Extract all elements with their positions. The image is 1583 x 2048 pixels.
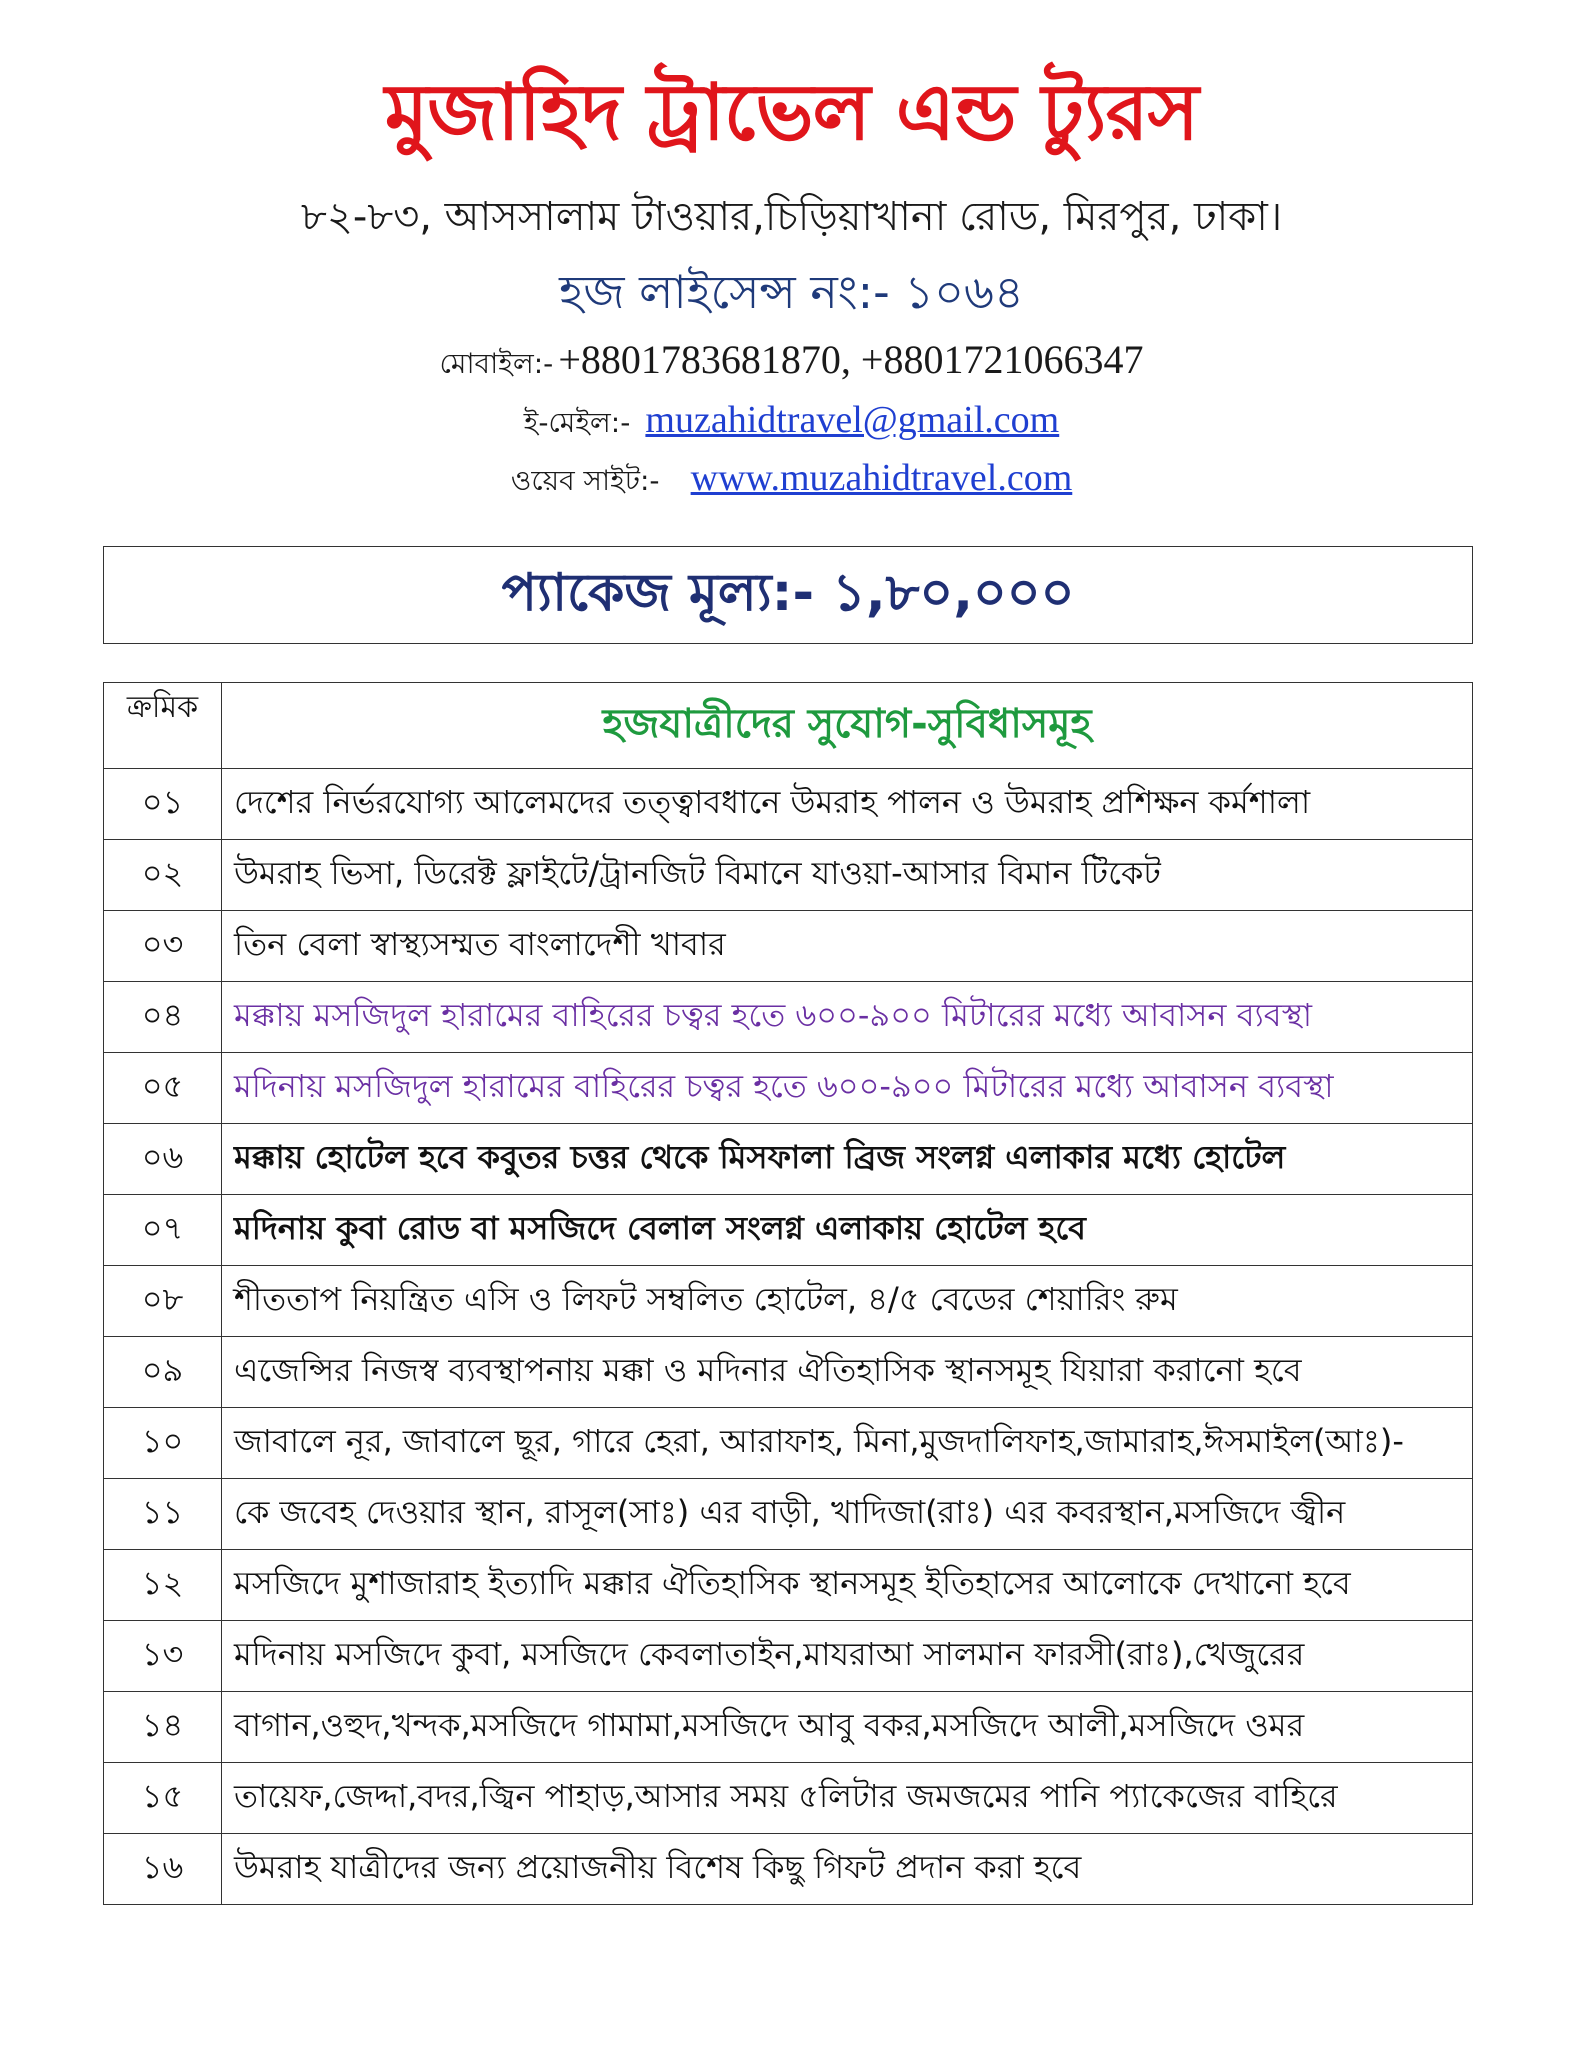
row-facility: মক্কায় হোটেল হবে কবুতর চত্তর থেকে মিসফালা ব্রিজ সংলগ্ন এলাকার মধ্যে হোটেল: [222, 1124, 1473, 1195]
row-facility: এজেন্সির নিজস্ব ব্যবস্থাপনায় মক্কা ও মদিনার ঐতিহাসিক স্থানসমূহ যিয়ারা করানো হবে: [222, 1337, 1473, 1408]
row-serial: ০৭: [104, 1195, 222, 1266]
row-facility: মক্কায় মসজিদুল হারামের বাহিরের চত্বর হতে ৬০০-৯০০ মিটারের মধ্যে আবাসন ব্যবস্থা: [222, 982, 1473, 1053]
table-row: [104, 1053, 1473, 1124]
facilities-table: [103, 682, 1473, 1905]
row-facility: মদিনায় মসজিদুল হারামের বাহিরের চত্বর হতে ৬০০-৯০০ মিটারের মধ্যে আবাসন ব্যবস্থা: [222, 1053, 1473, 1124]
table-row: [104, 911, 1473, 982]
package-price: প্যাকেজ মূল্য:- ১,৮০,০০০: [501, 562, 1075, 623]
row-serial: ০৫: [104, 1053, 222, 1124]
row-serial: ০৩: [104, 911, 222, 982]
facility-column-header: হজযাত্রীদের সুযোগ-সুবিধাসমূহ: [222, 683, 1473, 769]
table-row: [104, 1621, 1473, 1692]
row-serial: ০৮: [104, 1266, 222, 1337]
table-row: [104, 1337, 1473, 1408]
table-row: [104, 1834, 1473, 1905]
row-facility: শীততাপ নিয়ন্ত্রিত এসি ও লিফট সম্বলিত হোটেল, ৪/৫ বেডের শেয়ারিং রুম: [222, 1266, 1473, 1337]
agency-address: ৮২-৮৩, আসসালাম টাওয়ার,চিড়িয়াখানা রোড, মিরপুর, ঢাকা।: [300, 194, 1283, 240]
row-serial: ১৩: [104, 1621, 222, 1692]
row-facility: বাগান,ওহুদ,খন্দক,মসজিদে গামামা,মসজিদে আবু বকর,মসজিদে আলী,মসজিদে ওমর: [222, 1692, 1473, 1763]
table-row: [104, 840, 1473, 911]
serial-column-header: ক্রমিক: [104, 683, 222, 769]
row-serial: ১২: [104, 1550, 222, 1621]
hajj-license-number: হজ লাইসেন্স নং:- ১০৬৪: [559, 265, 1024, 319]
website-link[interactable]: www.muzahidtravel.com: [690, 457, 1073, 499]
table-row: [104, 1124, 1473, 1195]
row-serial: ১০: [104, 1408, 222, 1479]
mobile-numbers: +8801783681870, +8801721066347: [558, 337, 1144, 382]
mobile-line: [0, 336, 1583, 389]
row-serial: ১৫: [104, 1763, 222, 1834]
table-row: [104, 769, 1473, 840]
row-serial: ১১: [104, 1479, 222, 1550]
table-row: [104, 1763, 1473, 1834]
table-row: [104, 1408, 1473, 1479]
table-row: [104, 1479, 1473, 1550]
table-row: [104, 1692, 1473, 1763]
row-serial: ০৯: [104, 1337, 222, 1408]
table-row: [104, 1550, 1473, 1621]
table-header-row: [104, 683, 1473, 769]
row-serial: ১৪: [104, 1692, 222, 1763]
row-facility: মসজিদে মুশাজারাহ ইত্যাদি মক্কার ঐতিহাসিক স্থানসমূহ ইতিহাসের আলোকে দেখানো হবে: [222, 1550, 1473, 1621]
website-line: [0, 456, 1583, 506]
table-row: [104, 1266, 1473, 1337]
row-facility: উমরাহ ভিসা, ডিরেক্ট ফ্লাইটে/ট্রানজিট বিমানে যাওয়া-আসার বিমান টিকেট: [222, 840, 1473, 911]
row-serial: ০২: [104, 840, 222, 911]
row-facility: মদিনায় মসজিদে কুবা, মসজিদে কেবলাতাইন,মাযরাআ সালমান ফারসী(রাঃ),খেজুরের: [222, 1621, 1473, 1692]
agency-title: মুজাহিদ ট্রাভেল এন্ড ট্যুরস: [384, 68, 1199, 158]
email-line: [0, 398, 1583, 448]
email-label: ই-মেইল:-: [523, 406, 631, 439]
email-link[interactable]: muzahidtravel@gmail.com: [645, 399, 1060, 441]
row-serial: ০৬: [104, 1124, 222, 1195]
row-facility: তায়েফ,জেদ্দা,বদর,জ্বিন পাহাড়,আসার সময় ৫লিটার জমজমের পানি প্যাকেজের বাহিরে: [222, 1763, 1473, 1834]
mobile-label: মোবাইল:-: [439, 347, 554, 380]
table-row: [104, 1195, 1473, 1266]
row-serial: ১৬: [104, 1834, 222, 1905]
row-facility: কে জবেহ দেওয়ার স্থান, রাসূল(সাঃ) এর বাড়ী, খাদিজা(রাঃ) এর কবরস্থান,মসজিদে জ্বীন: [222, 1479, 1473, 1550]
website-label: ওয়েব সাইট:-: [510, 464, 660, 497]
row-facility: মদিনায় কুবা রোড বা মসজিদে বেলাল সংলগ্ন এলাকায় হোটেল হবে: [222, 1195, 1473, 1266]
row-facility: দেশের নির্ভরযোগ্য আলেমদের তত্ত্বাবধানে উমরাহ পালন ও উমরাহ প্রশিক্ষন কর্মশালা: [222, 769, 1473, 840]
row-facility: তিন বেলা স্বাস্থ্যসম্মত বাংলাদেশী খাবার: [222, 911, 1473, 982]
row-facility: উমরাহ যাত্রীদের জন্য প্রয়োজনীয় বিশেষ কিছু গিফট প্রদান করা হবে: [222, 1834, 1473, 1905]
row-serial: ০৪: [104, 982, 222, 1053]
table-row: [104, 982, 1473, 1053]
row-serial: ০১: [104, 769, 222, 840]
package-price-box: [103, 546, 1473, 644]
row-facility: জাবালে নূর, জাবালে ছূর, গারে হেরা, আরাফাহ, মিনা,মুজদালিফাহ,জামারাহ,ঈসমাইল(আঃ)-: [222, 1408, 1473, 1479]
